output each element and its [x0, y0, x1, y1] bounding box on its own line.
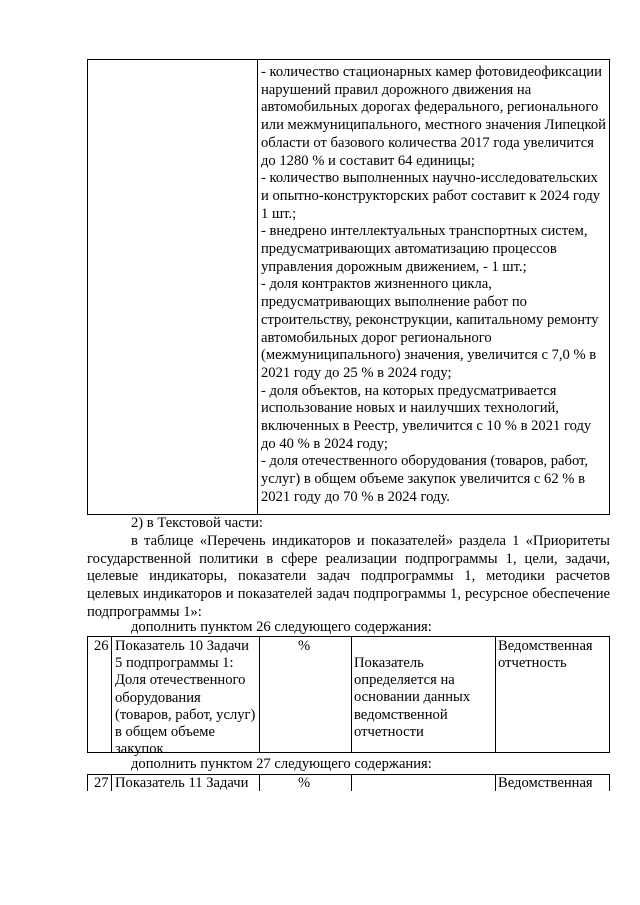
column-divider	[111, 637, 112, 752]
target-item: - доля объектов, на которых предусматривается использование новых и наилучших технологий, включенных в Реестр, увеличится с 10 % в 2021 году до 40 % в 2024 году;	[261, 382, 592, 452]
row-number: 27	[94, 775, 109, 791]
indicator-unit: %	[298, 638, 311, 654]
targets-cell	[261, 64, 609, 507]
column-divider	[257, 60, 258, 514]
target-item: - доля отечественного оборудования (товаров, работ, услуг) в общем объеме закупок увеличится с 62 % в 2021 году до 70 % в 2024 году.	[261, 453, 588, 505]
indicator-row-26-table	[87, 636, 610, 758]
target-item: - внедрено интеллектуальных транспортных систем, предусматривающих автоматизацию процессов управления дорожным движением, - 1 шт.;	[261, 223, 588, 275]
indicator-row-27-table	[87, 774, 610, 791]
section-heading: 2) в Текстовой части:	[131, 515, 263, 531]
row-number: 26	[94, 638, 109, 654]
column-divider	[495, 775, 496, 791]
column-divider	[259, 775, 260, 791]
add-item-26-text: дополнить пунктом 26 следующего содержания:	[131, 619, 432, 635]
indicator-source: Ведомственная отчетность	[498, 638, 593, 672]
target-item: - количество выполненных научно-исследовательских и опытно-конструкторских работ составит к 2024 году 1 шт.;	[261, 170, 601, 222]
column-divider	[495, 637, 496, 752]
indicator-unit: %	[298, 775, 311, 791]
column-divider	[351, 775, 352, 791]
column-divider	[351, 637, 352, 752]
target-item: - доля контрактов жизненного цикла, предусматривающих выполнение работ по строительству, реконструкции, капитальному ремонту автомобильных дорог регионального (межмуниципального) значения, увеличится с 7,0 % в 2021 году до 25 % в 2024 году;	[261, 276, 599, 381]
column-divider	[111, 775, 112, 791]
add-item-27-text: дополнить пунктом 27 следующего содержания:	[131, 756, 432, 772]
indicator-name: Показатель 11 Задачи	[115, 775, 249, 791]
indicator-source: Ведомственная	[498, 775, 593, 791]
targets-table-continuation	[87, 59, 610, 515]
section-body: в таблице «Перечень индикаторов и показателей» раздела 1 «Приоритеты государственной политики в сфере реализации подпрограммы 1, цели, задачи, целевые индикаторы, показатели задач подпрограммы 1, методики расчетов целевых индикаторов и показателей задач подпрограммы 1, ресурсное обеспечение подпрограммы 1»:	[87, 533, 610, 620]
indicator-name: Показатель 10 Задачи 5 подпрограммы 1: Доля отечественного оборудования (товаров, работ, услуг) в общем объеме закупок	[115, 638, 256, 758]
target-item: - количество стационарных камер фотовидеофиксации нарушений правил дорожного движения на автомобильных дорогах федерального, регионального или межмуниципального, местного значения Липецкой области от базового количества 2017 года увеличится до 1280 % и составит 64 единицы;	[261, 64, 606, 169]
indicator-method: Показатель определяется на основании данных ведомственной отчетности	[354, 655, 471, 740]
column-divider	[259, 637, 260, 752]
